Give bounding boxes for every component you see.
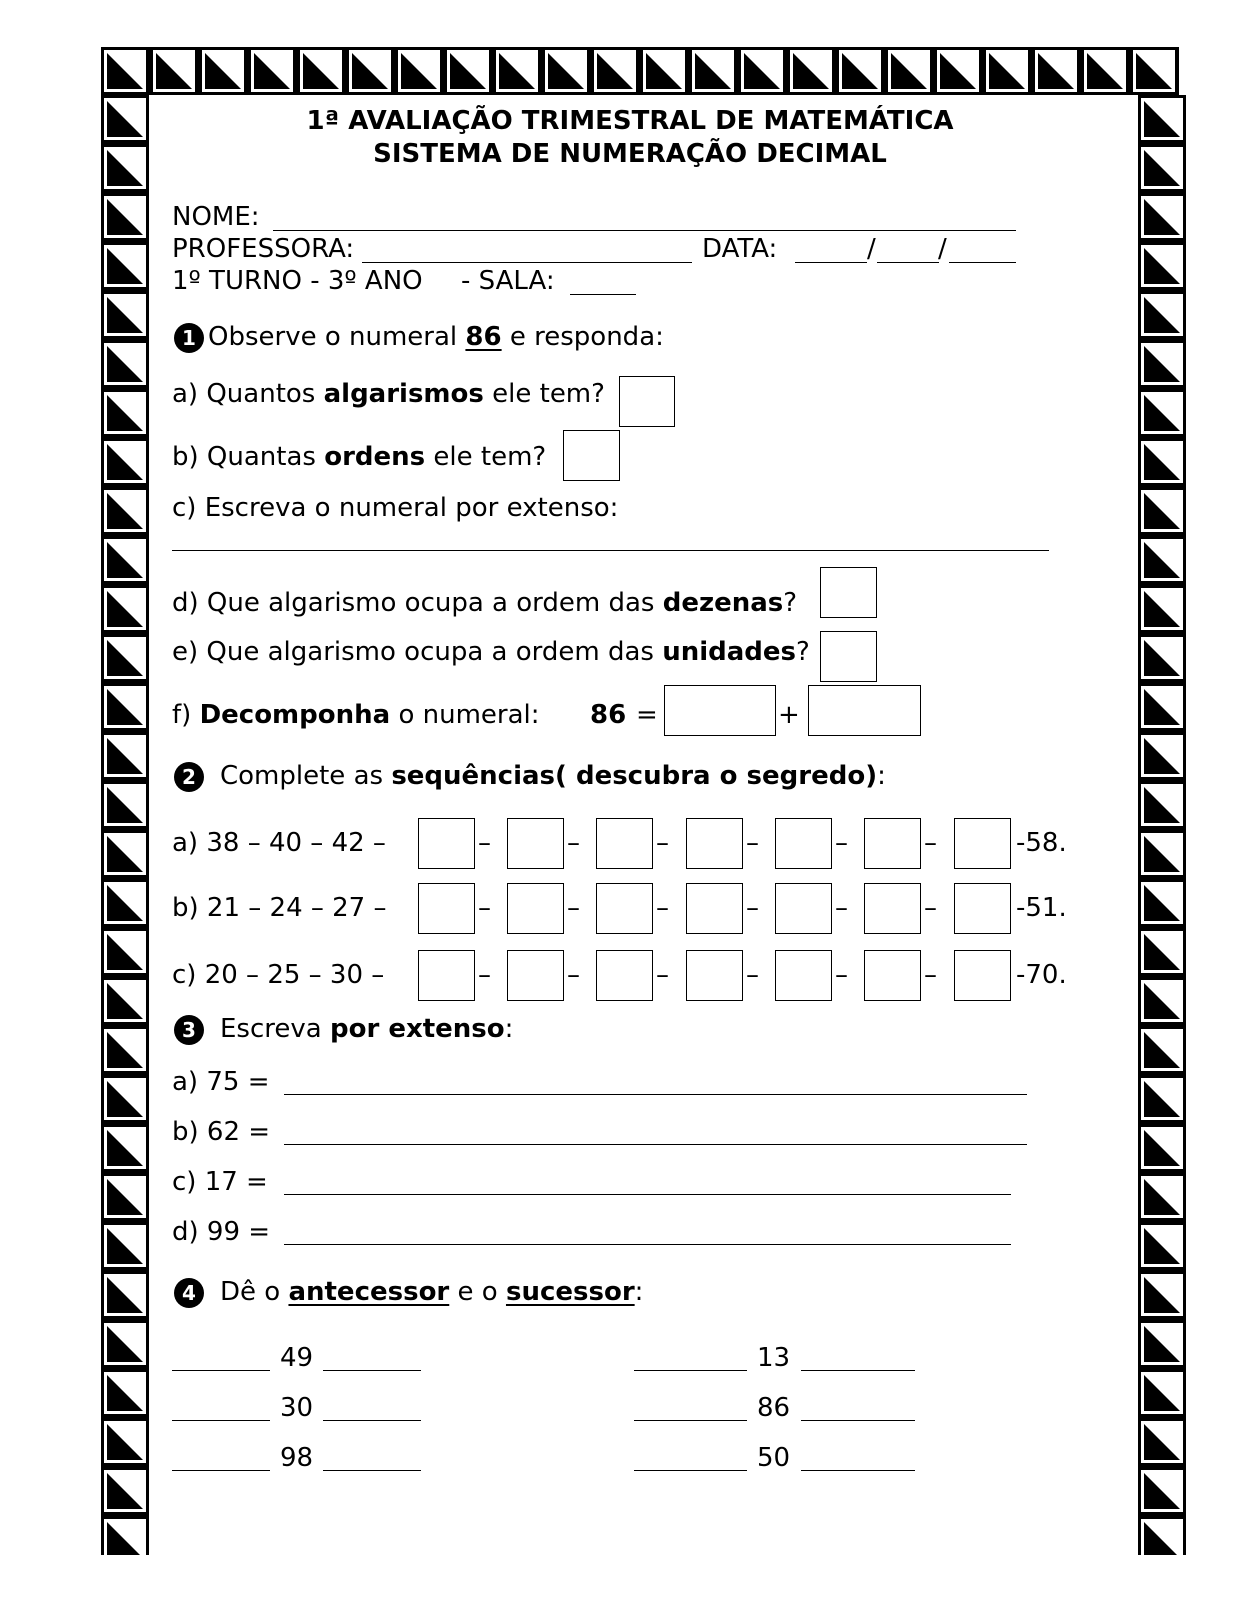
sequence-answer-box[interactable] [507,950,564,1001]
sequence-answer-box[interactable] [596,883,653,934]
sequence-answer-box[interactable] [507,883,564,934]
border-tile [200,48,246,94]
border-tile [837,48,883,94]
q1-d-text: d) Que algarismo ocupa a ordem das dezenas? [172,588,798,618]
sequence-separator: – [835,960,848,990]
successor-field[interactable] [323,1420,421,1421]
sequence-separator: – [567,828,580,858]
sequence-separator: – [656,828,669,858]
q4-number-badge: 4 [174,1278,204,1308]
q4-left-number: 49 [280,1343,314,1373]
border-tile [102,929,148,975]
border-tile [739,48,785,94]
date-separator: / [867,234,876,264]
border-tile [1139,1272,1185,1318]
sequence-start: c) 20 – 25 – 30 – [172,960,385,990]
room-field[interactable] [570,294,636,295]
sequence-answer-box[interactable] [775,818,832,869]
border-tile [102,341,148,387]
q1-f-tens-box[interactable] [664,685,776,736]
border-tile [102,96,148,142]
sequence-answer-box[interactable] [418,818,475,869]
border-tile [102,488,148,534]
border-tile [1082,48,1128,94]
q3-intro: 3 Escreva por extenso: [174,1014,513,1045]
q1-number-badge: 1 [174,323,204,353]
border-tile [1139,145,1185,191]
sequence-separator: – [835,893,848,923]
border-tile [102,782,148,828]
border-tile [102,1272,148,1318]
border-tile [102,1174,148,1220]
sequence-answer-box[interactable] [596,950,653,1001]
q4-right-number: 13 [757,1343,791,1373]
q2-number-badge: 2 [174,762,204,792]
border-tile [543,48,589,94]
q1-c-text: c) Escreva o numeral por extenso: [172,493,619,523]
q1-a-answer-box[interactable] [619,376,675,427]
sequence-answer-box[interactable] [775,883,832,934]
q1-f-units-box[interactable] [808,685,921,736]
border-tile [102,243,148,289]
border-tile [298,48,344,94]
border-tile [788,48,834,94]
border-tile [102,1223,148,1269]
border-tile [1139,1517,1185,1555]
border-tile [1139,1027,1185,1073]
border-tile [592,48,638,94]
predecessor-field[interactable] [634,1370,747,1371]
border-tile [1139,390,1185,436]
q1-f-equals: = [636,700,658,730]
sequence-separator: – [478,893,491,923]
border-tile [1139,1468,1185,1514]
border-tile [1131,48,1177,94]
border-tile [102,733,148,779]
sequence-answer-box[interactable] [954,950,1011,1001]
border-tile [249,48,295,94]
q4-right-number: 86 [757,1393,791,1423]
border-tile [102,292,148,338]
border-tile [102,1419,148,1465]
border-tile [1139,1321,1185,1367]
border-tile [1139,929,1185,975]
border-left [101,95,149,1555]
border-tile [935,48,981,94]
border-tile [102,439,148,485]
border-tile [102,537,148,583]
border-tile [102,1468,148,1514]
sequence-separator: – [835,828,848,858]
sequence-separator: – [746,828,759,858]
predecessor-field[interactable] [172,1370,270,1371]
border-tile [690,48,736,94]
border-tile [445,48,491,94]
sequence-answer-box[interactable] [775,950,832,1001]
border-tile [396,48,442,94]
room-label: - SALA: [461,266,555,296]
predecessor-field[interactable] [634,1420,747,1421]
sequence-separator: – [567,893,580,923]
border-tile [1033,48,1079,94]
successor-field[interactable] [801,1470,915,1471]
border-tile [1139,880,1185,926]
sequence-answer-box[interactable] [954,883,1011,934]
sequence-separator: – [924,893,937,923]
border-tile [102,1321,148,1367]
border-tile [1139,684,1185,730]
border-tile [102,145,148,191]
border-tile [1139,537,1185,583]
border-tile [1139,96,1185,142]
successor-field[interactable] [801,1370,915,1371]
q3-answer-line-c[interactable] [284,1194,1011,1195]
q3-item-a: a) 75 = [172,1067,270,1097]
border-tile [1139,194,1185,240]
border-tile [347,48,393,94]
border-tile [1139,1419,1185,1465]
predecessor-field[interactable] [634,1470,747,1471]
sequence-separator: – [478,828,491,858]
border-tile [494,48,540,94]
sequence-separator: – [478,960,491,990]
sequence-answer-box[interactable] [954,818,1011,869]
sequence-start: b) 21 – 24 – 27 – [172,893,387,923]
q1-d-answer-box[interactable] [820,567,877,618]
sequence-separator: – [746,960,759,990]
sequence-answer-box[interactable] [864,818,921,869]
border-tile [102,586,148,632]
sequence-separator: – [656,893,669,923]
border-right [1138,95,1186,1555]
date-year-field[interactable] [949,262,1016,263]
sequence-answer-box[interactable] [686,883,743,934]
border-tile [1139,1174,1185,1220]
border-tile [102,1125,148,1171]
q1-f-plus: + [778,700,800,730]
border-tile [102,1027,148,1073]
sequence-answer-box[interactable] [418,883,475,934]
q1-e-text: e) Que algarismo ocupa a ordem das unidades? [172,637,810,667]
border-tile [886,48,932,94]
border-tile [102,831,148,877]
name-field[interactable] [273,230,1016,231]
sequence-answer-box[interactable] [686,818,743,869]
date-day-field[interactable] [795,262,867,263]
border-tile [1139,439,1185,485]
date-month-field[interactable] [877,262,939,263]
predecessor-field[interactable] [172,1470,270,1471]
title-line-2: SISTEMA DE NUMERAÇÃO DECIMAL [373,139,887,169]
predecessor-field[interactable] [172,1420,270,1421]
sequence-separator: – [567,960,580,990]
q3-item-b: b) 62 = [172,1117,271,1147]
q1-b-text: b) Quantas ordens ele tem? [172,442,547,472]
q1-intro: 1 Observe o numeral 86 e responda: [174,322,664,353]
sequence-end: -58. [1016,828,1067,858]
sequence-answer-box[interactable] [864,950,921,1001]
sequence-separator: – [656,960,669,990]
q3-number-badge: 3 [174,1015,204,1045]
border-tile [1139,586,1185,632]
border-tile [102,1370,148,1416]
border-tile [102,684,148,730]
sequence-answer-box[interactable] [864,883,921,934]
teacher-field[interactable] [362,262,692,263]
border-tile [102,978,148,1024]
border-tile [1139,341,1185,387]
sequence-end: -70. [1016,960,1067,990]
date-separator: / [938,234,947,264]
q3-answer-line-d[interactable] [284,1244,1011,1245]
border-tile [1139,733,1185,779]
border-tile [1139,1125,1185,1171]
q1-f-number: 86 [590,700,627,730]
border-tile [641,48,687,94]
q1-f-text: f) Decomponha o numeral: [172,700,540,730]
border-tile [1139,243,1185,289]
border-tile [102,1076,148,1122]
q2-intro: 2 Complete as sequências( descubra o segredo): [174,761,886,792]
q1-b-answer-box[interactable] [563,430,620,481]
q1-a-text: a) Quantos algarismos ele tem? [172,379,605,409]
border-tile [102,194,148,240]
sequence-answer-box[interactable] [507,818,564,869]
title-line-1: 1ª AVALIAÇÃO TRIMESTRAL DE MATEMÁTICA [306,106,954,136]
border-top [101,47,1180,95]
border-tile [1139,1223,1185,1269]
q4-right-number: 50 [757,1443,791,1473]
q1-e-answer-box[interactable] [820,631,877,682]
sequence-start: a) 38 – 40 – 42 – [172,828,386,858]
border-tile [1139,292,1185,338]
q3-item-c: c) 17 = [172,1167,268,1197]
border-tile [1139,635,1185,681]
sequence-end: -51. [1016,893,1067,923]
border-tile [1139,782,1185,828]
q4-left-number: 98 [280,1443,314,1473]
sequence-answer-box[interactable] [686,950,743,1001]
border-tile [984,48,1030,94]
successor-field[interactable] [323,1470,421,1471]
sequence-answer-box[interactable] [596,818,653,869]
sequence-separator: – [746,893,759,923]
q3-answer-line-a[interactable] [284,1094,1027,1095]
sequence-answer-box[interactable] [418,950,475,1001]
border-tile [1139,1076,1185,1122]
successor-field[interactable] [801,1420,915,1421]
sequence-separator: – [924,828,937,858]
border-tile [1139,1370,1185,1416]
q3-answer-line-b[interactable] [284,1144,1027,1145]
name-label: NOME: [172,202,260,232]
q1-c-answer-line[interactable] [172,550,1049,551]
q3-item-d: d) 99 = [172,1217,271,1247]
successor-field[interactable] [323,1370,421,1371]
date-label: DATA: [702,234,778,264]
border-tile [102,880,148,926]
sequence-separator: – [924,960,937,990]
border-tile [102,48,148,94]
border-tile [102,1517,148,1555]
teacher-label: PROFESSORA: [172,234,355,264]
shift-label: 1º TURNO - 3º ANO [172,266,423,296]
q4-intro: 4 Dê o antecessor e o sucessor: [174,1277,643,1308]
border-tile [151,48,197,94]
border-tile [102,635,148,681]
border-tile [1139,978,1185,1024]
border-tile [102,390,148,436]
q4-left-number: 30 [280,1393,314,1423]
border-tile [1139,831,1185,877]
border-tile [1139,488,1185,534]
